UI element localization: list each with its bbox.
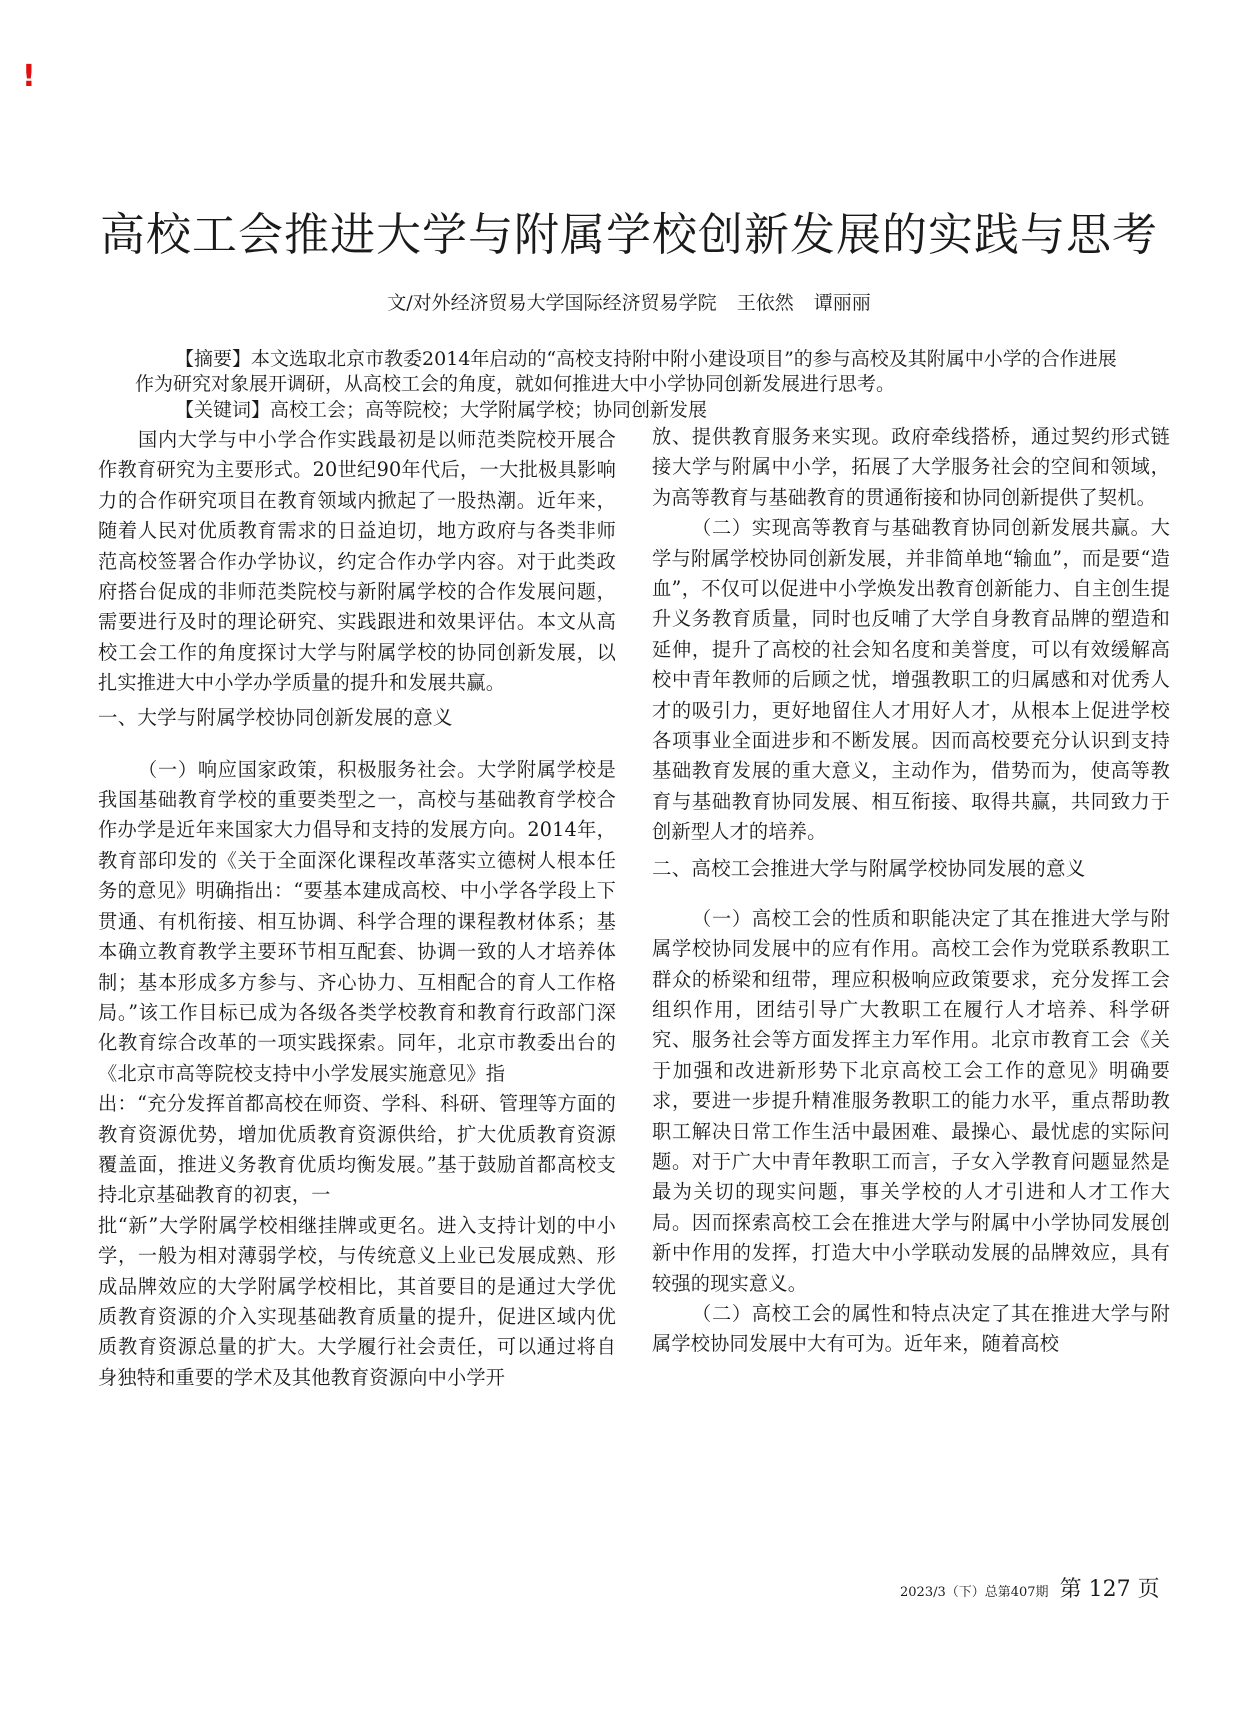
author-affiliation: 文/对外经济贸易大学国际经济贸易学院 (387, 292, 717, 314)
red-exclamation-mark: ! (22, 59, 36, 94)
left-column (98, 425, 616, 1393)
abstract-label: 【摘要】 (175, 348, 252, 370)
abstract-text: 本文选取北京市教委2014年启动的“高校支持附中附小建设项目”的参与高校及其附属中小学的合作进展作为研究对象展开调研，从高校工会的角度，就如何推进大中小学协同创新发展进行思考。 (135, 348, 1117, 395)
keywords-text: 高校工会；高等院校；大学附属学校；协同创新发展 (270, 399, 708, 421)
page-footer (900, 1572, 1160, 1603)
author-line (0, 289, 1258, 317)
paragraph-continued: 放、提供教育服务来实现。政府牵线搭桥，通过契约形式链接大学与附属中小学，拓展了大学服务社会的空间和领域，为高等教育与基础教育的贯通衔接和协同创新提供了契机。 (652, 425, 1170, 509)
paragraph-2: （二）实现高等教育与基础教育协同创新发展共赢。大学与附属学校协同创新发展，并非简单地“输血”，而是要“造血”，不仅可以促进中小学焕发出教育创新能力、自主创生提升义务教育质量，同时也反哺了大学自身教育品牌的塑造和延伸，提升了高校的社会知名度和美誉度，可以有效缓解高校中青年教师的后顾之忧，增强教职工的归属感和对优秀人才的吸引力，更好地留住人才用好人才，从根本上促进学校各项事业全面进步和不断发展。因而高校要充分认识到支持基础教育发展的重大意义，主动作为，借势而为，使高等教育与基础教育协同发展、相互衔接、取得共赢，共同致力于创新型人才的培养。 (652, 516, 1170, 844)
paragraph-1c: 批“新”大学附属学校相继挂牌或更名。进入支持计划的中小学，一般为相对薄弱学校，与传统意义上业已发展成熟、形成品牌效应的大学附属学校相比，其首要目的是通过大学优质教育资源的介入实现基础教育质量的提升，促进区域内优质教育资源总量的扩大。大学履行社会责任，可以通过将自身独特和重要的学术及其他教育资源向中小学开 (98, 1213, 616, 1389)
keywords-label: 【关键词】 (175, 399, 271, 421)
paragraph-1b: 出：“充分发挥首都高校在师资、学科、科研、管理等方面的教育资源优势，增加优质教育资源供给，扩大优质教育资源覆盖面，推进义务教育优质均衡发展。”基于鼓励首都高校支持北京基础教育的初衷，一 (98, 1092, 616, 1207)
article-title: 高校工会推进大学与附属学校创新发展的实践与思考 (99, 208, 1158, 261)
keywords-line (175, 398, 707, 423)
author-name-1: 王依然 (736, 292, 794, 314)
intro-paragraph: 国内大学与中小学合作实践最初是以师范类院校开展合作教育研究为主要形式。20世纪90年代后，一大批极具影响力的合作研究项目在教育领域内掀起了一股热潮。近年来，随着人民对优质教育需求的日益迫切，地方政府与各类非师范高校签署合作办学协议，约定合作办学内容。对于此类政府搭台促成的非师范类院校与新附属学校的合作发展问题，需要进行及时的理论研究、实践跟进和效果评估。本文从高校工会工作的角度探讨大学与附属学校的协同创新发展，以扎实推进大中小学办学质量的提升和发展共赢。 (98, 428, 616, 695)
page-number: 第 127 页 (1059, 1577, 1160, 1602)
section-heading-1: 一、大学与附属学校协同创新发展的意义 (98, 705, 453, 729)
right-column (652, 422, 1170, 1360)
author-name-2: 谭丽丽 (813, 292, 871, 314)
abstract-block (135, 347, 1135, 397)
paragraph-1a: （一）响应国家政策，积极服务社会。大学附属学校是我国基础教育学校的重要类型之一，高校与基础教育学校合作办学是近年来国家大力倡导和支持的发展方向。2014年，教育部印发的《关于全面深化课程改革落实立德树人根本任务的意见》明确指出：“要基本建成高校、中小学各学段上下贯通、有机衔接、相互协调、科学合理的课程教材体系；基本确立教育教学主要环节相互配套、协调一致的人才培养体制；基本形成多方参与、齐心协力、互相配合的育人工作格局。”该工作目标已成为各级各类学校教育和教育行政部门深化教育综合改革的一项实践探索。同年，北京市教委出台的《北京市高等院校支持中小学发展实施意见》指 (98, 757, 616, 1085)
issue-info: 2023/3（下）总第407期 (900, 1585, 1049, 1600)
paragraph-4: （二）高校工会的属性和特点决定了其在推进大学与附属学校协同发展中大有可为。近年来，随着高校 (652, 1301, 1170, 1356)
paragraph-3: （一）高校工会的性质和职能决定了其在推进大学与附属学校协同发展中的应有作用。高校工会作为党联系教职工群众的桥梁和纽带，理应积极响应政策要求，充分发挥工会组织作用，团结引导广大教职工在履行人才培养、科学研究、服务社会等方面发挥主力军作用。北京市教育工会《关于加强和改进新形势下北京高校工会工作的意见》明确要求，要进一步提升精准服务教职工的能力水平，重点帮助教职工解决日常工作生活中最困难、最操心、最忧虑的实际问题。对于广大中青年教职工而言，子女入学教育问题显然是最为关切的现实问题，事关学校的人才引进和人才工作大局。因而探索高校工会在推进大学与附属中小学协同发展创新中作用的发挥，打造大中小学联动发展的品牌效应，具有较强的现实意义。 (652, 906, 1170, 1295)
section-heading-2: 二、高校工会推进大学与附属学校协同发展的意义 (652, 856, 1086, 880)
